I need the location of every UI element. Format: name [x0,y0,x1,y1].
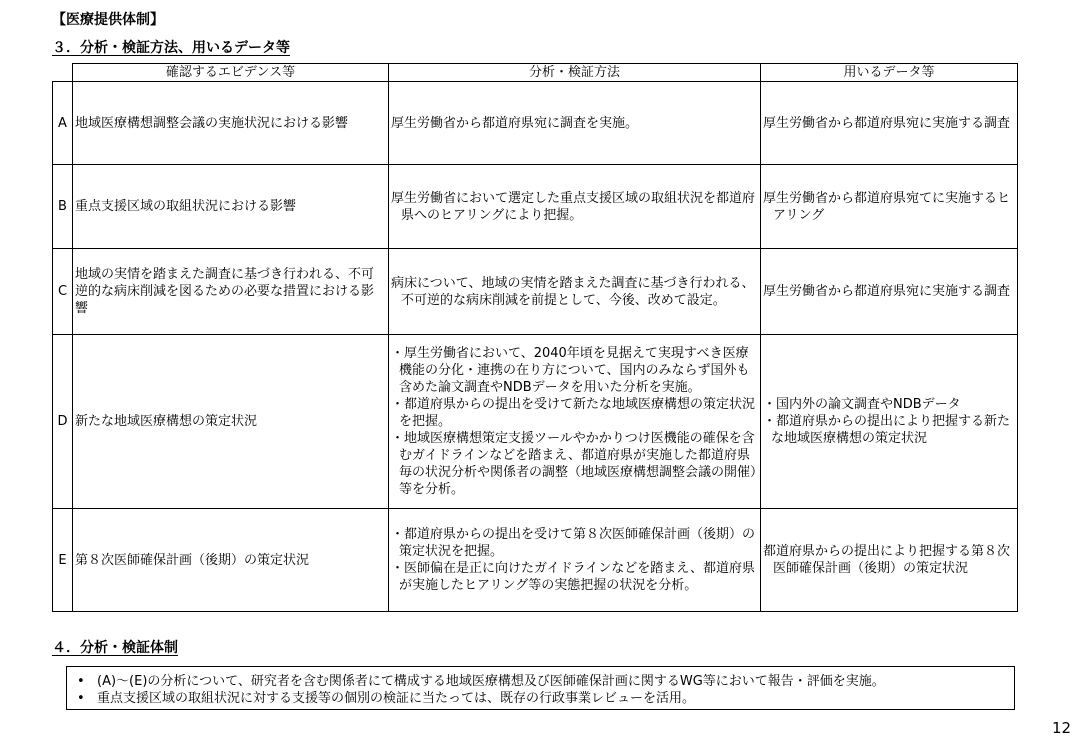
data-bullet: ・国内外の論文調査やNDBデータ [763,397,961,412]
heading-analysis-method: ３．分析・検証方法、用いるデータ等 [52,40,290,56]
section-label: 【医療提供体制】 [52,12,164,28]
note-item [77,690,1014,707]
table-row [53,165,1018,249]
header-corner [53,64,73,82]
data-text: 都道府県からの提出により把握する第８次医師確保計画（後期）の策定状況 [763,544,1011,576]
data-text: 厚生労働省から都道府県宛に実施する調査 [763,115,1011,131]
method-text: 厚生労働省において選定した重点支援区域の取組状況を都道府県へのヒアリングにより把握。 [391,190,756,223]
heading-analysis-structure: ４．分析・検証体制 [52,640,178,656]
note-text: 重点支援区域の取組状況に対する支援等の個別の検証に当たっては、既存の行政事業レビューを活用。 [97,691,696,706]
table-header-row [53,64,1018,82]
data-text: 厚生労働省から都道府県宛に実施する調査 [763,284,1011,299]
page-number: 12 [1052,719,1072,737]
note-item [77,673,1014,690]
table-row [53,509,1018,612]
header-data: 用いるデータ等 [761,64,1018,82]
row-id: A [53,82,73,165]
bullet-icon: • [77,691,85,706]
table-row [53,335,1018,509]
note-text: (A)～(E)の分析について、研究者を含む関係者にて構成する地域医療構想及び医師確保計画に関するWG等において報告・評価を実施。 [97,674,885,689]
data-bullet: ・都道府県からの提出により把握する新たな地域医療構想の策定状況 [763,414,1011,446]
row-id: C [53,249,73,335]
data-cell [761,509,1018,612]
data-text: 厚生労働省から都道府県宛てに実施するヒアリング [763,190,1011,223]
method-cell [389,249,761,335]
row-id: E [53,509,73,612]
evidence-cell: 地域の実情を踏まえた調査に基づき行われる、不可逆的な病床削減を図るための必要な措置における影響 [73,249,389,335]
header-evidence: 確認するエビデンス等 [73,64,389,82]
method-text: 病床について、地域の実情を踏まえた調査に基づき行われる、不可逆的な病床削減を前提として、今後、改めて設定。 [391,275,755,308]
method-bullet: ・地域医療構想策定支援ツールやかかりつけ医機能の確保を含むガイドラインなどを踏まえ、都道府県が実施した都道府県毎の状況分析や関係者の調整（地域医療構想調整会議の開催）等を分析。 [391,431,757,497]
table-row [53,249,1018,335]
data-cell [761,165,1018,249]
table-row [53,82,1018,165]
method-cell [389,82,761,165]
evidence-cell: 第８次医師確保計画（後期）の策定状況 [73,509,389,612]
method-text: 厚生労働省から都道府県宛に調査を実施。 [391,115,639,131]
notes-box [66,666,1015,710]
method-bullet: ・都道府県からの提出を受けて第８次医師確保計画（後期）の策定状況を把握。 [391,527,756,559]
bullet-icon: • [77,674,85,689]
method-cell [389,335,761,509]
header-method: 分析・検証方法 [389,64,761,82]
data-cell [761,82,1018,165]
row-id: B [53,165,73,249]
data-cell [761,249,1018,335]
row-id: D [53,335,73,509]
method-cell [389,509,761,612]
evidence-cell: 重点支援区域の取組状況における影響 [73,165,389,249]
evidence-cell: 地域医療構想調整会議の実施状況における影響 [73,82,389,165]
method-bullet: ・医師偏在是正に向けたガイドラインなどを踏まえ、都道府県が実施したヒアリング等の実態把握の状況を分析。 [391,561,756,593]
method-cell [389,165,761,249]
evidence-cell: 新たな地域医療構想の策定状況 [73,335,389,509]
method-bullet: ・厚生労働省において、2040年頃を見据えて実現すべき医療機能の分化・連携の在り方について、国内のみならず国外も含めた論文調査やNDBデータを用いた分析を実施。 [391,346,750,395]
data-cell [761,335,1018,509]
evidence-table [52,63,1018,612]
method-bullet: ・都道府県からの提出を受けて新たな地域医療構想の策定状況を把握。 [391,397,756,429]
